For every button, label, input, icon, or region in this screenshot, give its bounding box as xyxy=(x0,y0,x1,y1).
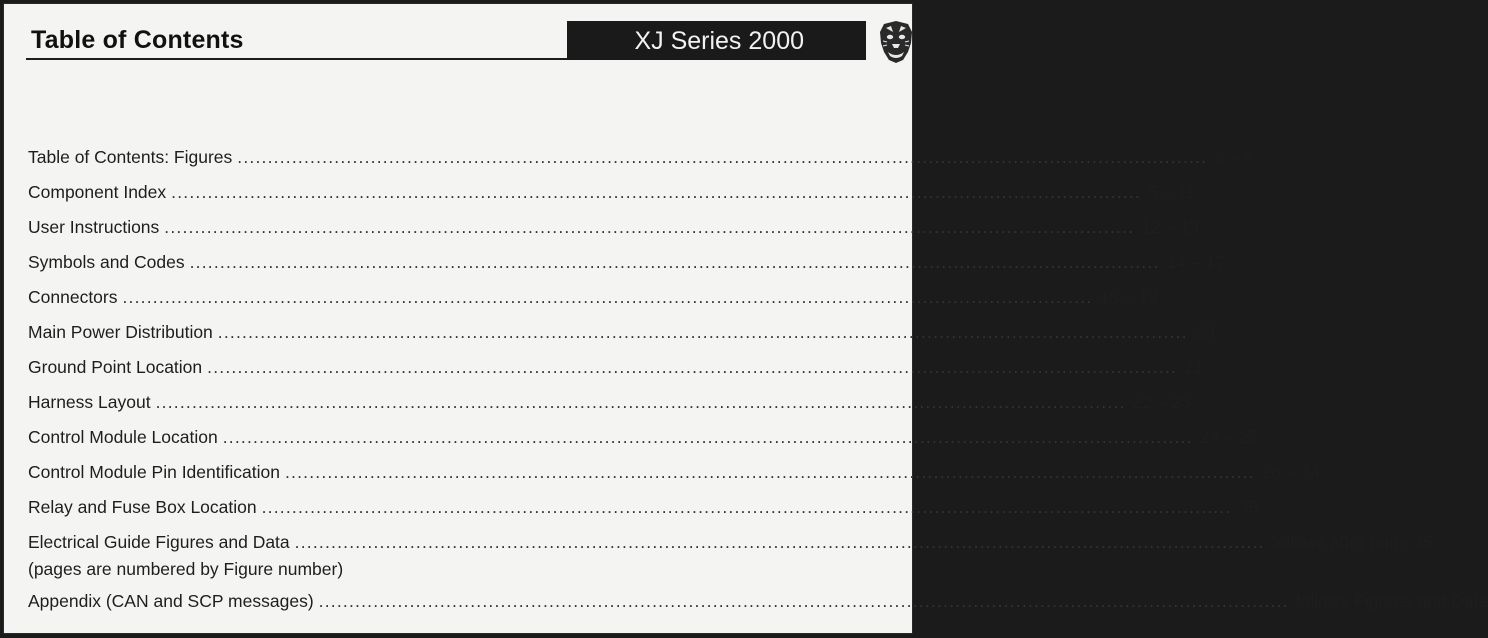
toc-entry-label: Main Power Distribution xyxy=(28,322,213,342)
toc-entry xyxy=(28,182,1196,204)
dot-leader: ................................................................................................................................................................ xyxy=(171,182,1142,202)
title-rule xyxy=(26,58,574,60)
toc-entry-label: Harness Layout xyxy=(28,392,151,412)
toc-entry xyxy=(28,322,1215,344)
toc-entry xyxy=(28,462,1321,484)
dot-leader: ................................................................................................................................................................ xyxy=(217,322,1188,342)
document-page xyxy=(3,3,1488,634)
toc-entry-label: Control Module Pin Identification xyxy=(28,462,280,482)
toc-entry-label: Relay and Fuse Box Location xyxy=(28,497,257,517)
toc-entry xyxy=(28,147,1254,169)
dot-leader: ................................................................................................................................................................ xyxy=(318,591,1289,611)
toc-entry-pages: 5 – 11 xyxy=(1148,182,1196,202)
dot-leader: ................................................................................................................................................................ xyxy=(261,497,1232,517)
toc-entry-pages: 22 – 23 xyxy=(1132,392,1191,412)
toc-entry-label: Ground Point Location xyxy=(28,357,203,377)
toc-note: (pages are numbered by Figure number) xyxy=(28,559,344,579)
toc-entry-pages: 35 xyxy=(1238,497,1259,517)
dot-leader: ................................................................................................................................................................ xyxy=(222,427,1193,447)
dot-leader: ................................................................................................................................................................ xyxy=(122,287,1093,307)
series-band xyxy=(567,21,866,60)
toc-entry-label: Symbols and Codes xyxy=(28,252,185,272)
dot-leader: ................................................................................................................................................................ xyxy=(164,217,1135,237)
page-title: Table of Contents xyxy=(31,26,244,54)
toc-entry-label: Connectors xyxy=(28,287,118,307)
toc-entry xyxy=(28,591,1488,613)
toc-entry xyxy=(28,392,1191,414)
toc-entry xyxy=(28,497,1259,519)
toc-entry-pages: follows Figures and Data xyxy=(1295,591,1488,611)
toc-entry xyxy=(28,217,1200,239)
toc-entry-label: Component Index xyxy=(28,182,167,202)
toc-entry-pages: 24 – 25 xyxy=(1199,427,1259,447)
toc-entry-label: Electrical Guide Figures and Data xyxy=(28,532,290,552)
toc-entry-pages: 12 – 13 xyxy=(1141,217,1200,237)
toc-entry xyxy=(28,252,1225,274)
toc-entry xyxy=(28,427,1259,449)
toc-entry-pages: 26 – 34 xyxy=(1261,462,1321,482)
dot-leader: ................................................................................................................................................................ xyxy=(155,392,1126,412)
dot-leader: ................................................................................................................................................................ xyxy=(237,147,1208,167)
toc-entry-label: Table of Contents: Figures xyxy=(28,147,233,167)
toc-entry xyxy=(28,357,1204,379)
series-title: XJ Series 2000 xyxy=(634,27,804,55)
dot-leader: ................................................................................................................................................................ xyxy=(189,252,1160,272)
dot-leader: ................................................................................................................................................................ xyxy=(207,357,1178,377)
jaguar-head-icon xyxy=(878,19,914,65)
toc-entry-label: User Instructions xyxy=(28,217,160,237)
toc-entry-pages: 14 – 17 xyxy=(1166,252,1225,272)
dot-leader: ................................................................................................................................................................ xyxy=(284,462,1255,482)
toc-entry-label: Control Module Location xyxy=(28,427,218,447)
toc-entry-pages: 21 xyxy=(1184,357,1204,377)
toc-entry-pages: follows after page 35 xyxy=(1271,532,1434,552)
toc-entry-pages: 3 – 4 xyxy=(1214,147,1254,167)
dot-leader: ................................................................................................................................................................ xyxy=(294,532,1265,552)
toc-entry-label: Appendix (CAN and SCP messages) xyxy=(28,591,314,611)
toc-entry xyxy=(28,532,1434,554)
toc-entry-pages: 18 – 19 xyxy=(1099,287,1158,307)
toc-entry-pages: 20 xyxy=(1194,322,1215,342)
toc-entry xyxy=(28,287,1158,309)
